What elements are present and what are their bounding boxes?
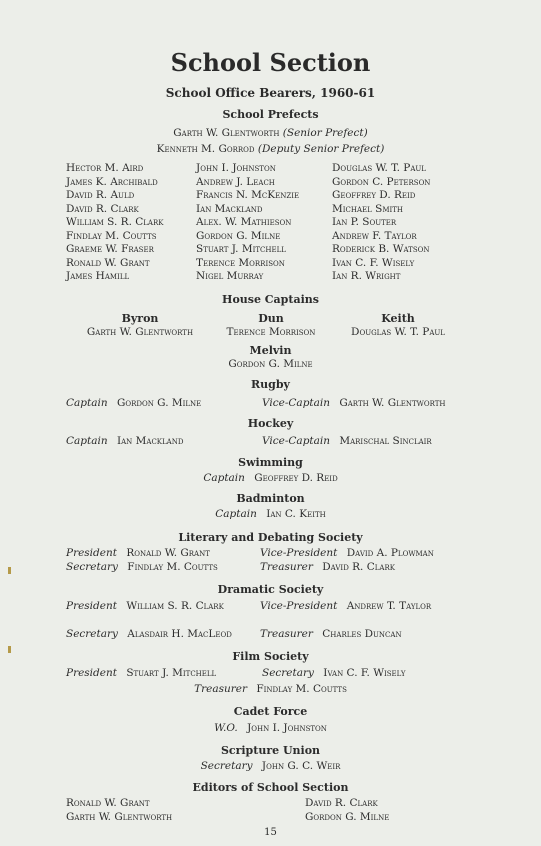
- hockey-captain-label: Captain: [66, 435, 108, 447]
- prefect-name: Francis N. McKenzie: [196, 189, 300, 201]
- prefect-name: William S. R. Clark: [66, 216, 164, 228]
- scripture-heading: Scripture Union: [220, 744, 321, 757]
- dramatic-vice-line: [260, 600, 431, 612]
- swimming-captain-line: [0, 472, 541, 484]
- film-treasurer-label: Treasurer: [194, 683, 248, 695]
- editor-name: Garth W. Glentworth: [66, 810, 173, 823]
- hockey-captain-line: [66, 435, 183, 447]
- senior-prefect-role: (Senior Prefect): [282, 127, 368, 139]
- literary-vice-line: [260, 547, 434, 559]
- deputy-prefect-role: (Deputy Senior Prefect): [257, 143, 385, 155]
- prefects-column-1: [66, 162, 164, 284]
- film-treasurer: Findlay M. Coutts: [256, 683, 347, 695]
- editor-name: Ronald W. Grant: [66, 797, 150, 809]
- hockey-vice-captain: Marischal Sinclair: [339, 435, 432, 447]
- prefect-name: David R. Auld: [66, 189, 135, 201]
- prefect-name: Alex. W. Mathieson: [196, 216, 292, 228]
- film-secretary: Ivan C. F. Wisely: [323, 667, 406, 679]
- prefects-heading: School Prefects: [222, 108, 319, 121]
- rugby-captain: Gordon G. Milne: [116, 397, 202, 409]
- swimming-captain: Geoffrey D. Reid: [254, 472, 338, 484]
- film-secretary-label: Secretary: [262, 667, 314, 679]
- scripture-secretary: John G. C. Weir: [261, 760, 341, 772]
- prefect-name: James Hamill: [66, 270, 130, 282]
- rugby-vice-captain: Garth W. Glentworth: [339, 397, 446, 409]
- swimming-captain-label: Captain: [203, 472, 245, 484]
- editor-name: David R. Clark: [305, 797, 378, 809]
- senior-prefect-name: Garth W. Glentworth: [173, 127, 280, 139]
- prefects-column-2: [196, 162, 299, 284]
- film-president-line: [66, 667, 216, 679]
- prefect-name: David R. Clark: [66, 202, 139, 215]
- cadet-heading: Cadet Force: [233, 705, 308, 718]
- film-heading: Film Society: [232, 650, 309, 663]
- cadet-wo-label: W.O.: [214, 722, 238, 734]
- literary-secretary-line: [66, 561, 218, 573]
- house-byron-label: Byron: [121, 312, 159, 325]
- editors-heading: Editors of School Section: [192, 781, 349, 794]
- house-keith-captain: Douglas W. T. Paul: [351, 326, 445, 338]
- prefect-name: Ivan C. F. Wisely: [332, 256, 415, 269]
- prefect-name: Roderick B. Watson: [332, 243, 430, 255]
- house-dun-label: Dun: [258, 312, 284, 325]
- badminton-captain: Ian C. Keith: [266, 508, 326, 520]
- dramatic-vice-label: Vice-President: [260, 600, 338, 612]
- prefect-name: Terence Morrison: [196, 256, 285, 269]
- dramatic-president: William S. R. Clark: [126, 600, 224, 612]
- cadet-wo: John I. Johnston: [247, 722, 327, 734]
- editors-right: [305, 797, 389, 824]
- deputy-prefect-name: Kenneth M. Gorrod: [156, 143, 255, 155]
- scripture-secretary-label: Secretary: [200, 760, 253, 772]
- hockey-captain: Ian Mackland: [116, 435, 184, 447]
- margin-mark: [8, 567, 11, 574]
- page-title: School Section: [170, 48, 371, 77]
- literary-president-line: [66, 547, 210, 559]
- film-secretary-line: [262, 667, 406, 679]
- literary-president-label: President: [66, 547, 117, 559]
- dramatic-treasurer-line: [260, 628, 402, 640]
- prefect-name: Stuart J. Mitchell: [196, 243, 286, 255]
- dramatic-heading: Dramatic Society: [217, 583, 324, 596]
- editors-left: [66, 797, 172, 824]
- prefect-name: Geoffrey D. Reid: [332, 189, 416, 201]
- prefect-name: Michael Smith: [332, 202, 404, 215]
- margin-mark: [8, 646, 11, 653]
- prefect-name: Ian P. Souter: [332, 216, 397, 228]
- badminton-captain-label: Captain: [215, 508, 257, 520]
- badminton-heading: Badminton: [236, 492, 305, 505]
- prefect-name: Andrew F. Taylor: [332, 229, 417, 242]
- literary-heading: Literary and Debating Society: [178, 531, 363, 544]
- film-president-label: President: [66, 667, 117, 679]
- swimming-heading: Swimming: [238, 456, 303, 469]
- prefect-name: James K. Archibald: [66, 175, 158, 188]
- literary-treasurer-label: Treasurer: [260, 561, 313, 573]
- house-captains-heading: House Captains: [222, 293, 319, 306]
- film-treasurer-line: [0, 683, 541, 695]
- dramatic-president-line: [66, 600, 224, 612]
- prefect-name: Graeme W. Fraser: [66, 243, 154, 255]
- literary-secretary-label: Secretary: [66, 561, 118, 573]
- hockey-vice-line: [262, 435, 432, 447]
- rugby-heading: Rugby: [251, 378, 290, 391]
- dramatic-president-label: President: [66, 600, 117, 612]
- rugby-captain-label: Captain: [66, 397, 108, 409]
- hockey-heading: Hockey: [247, 417, 294, 430]
- rugby-vice-line: [262, 397, 446, 409]
- rugby-vice-label: Vice-Captain: [262, 397, 331, 409]
- prefect-name: Douglas W. T. Paul: [332, 162, 426, 174]
- hockey-vice-label: Vice-Captain: [262, 435, 331, 447]
- prefect-name: Gordon C. Peterson: [332, 175, 431, 188]
- house-melvin-captain: Gordon G. Milne: [228, 358, 313, 370]
- dramatic-secretary: Alasdair H. MacLeod: [127, 628, 232, 640]
- prefect-name: Andrew J. Leach: [196, 175, 275, 188]
- editor-name: Gordon G. Milne: [305, 810, 390, 823]
- literary-treasurer: David R. Clark: [322, 561, 395, 573]
- prefect-name: Ian Mackland: [196, 202, 263, 215]
- literary-vice-label: Vice-President: [260, 547, 338, 559]
- dramatic-secretary-line: [66, 628, 232, 640]
- dramatic-secretary-label: Secretary: [66, 628, 118, 640]
- prefects-column-3: [332, 162, 430, 284]
- prefect-name: Ronald W. Grant: [66, 256, 150, 269]
- literary-vice-president: David A. Plowman: [346, 547, 434, 559]
- film-president: Stuart J. Mitchell: [126, 667, 217, 679]
- senior-prefect-line: [0, 127, 541, 139]
- literary-president: Ronald W. Grant: [126, 547, 210, 559]
- house-keith-label: Keith: [381, 312, 415, 325]
- prefect-name: John I. Johnston: [196, 162, 276, 174]
- prefect-name: Nigel Murray: [196, 270, 264, 282]
- dramatic-treasurer-label: Treasurer: [260, 628, 313, 640]
- house-melvin-label: Melvin: [249, 344, 292, 357]
- literary-treasurer-line: [260, 561, 395, 573]
- badminton-captain-line: [0, 508, 541, 520]
- rugby-captain-line: [66, 397, 201, 409]
- prefect-name: Hector M. Aird: [66, 162, 144, 174]
- prefect-name: Gordon G. Milne: [196, 229, 281, 242]
- scripture-secretary-line: [0, 760, 541, 772]
- prefect-name: Ian R. Wright: [332, 270, 401, 282]
- house-dun-captain: Terence Morrison: [226, 326, 316, 338]
- dramatic-vice-president: Andrew T. Taylor: [346, 600, 432, 612]
- cadet-wo-line: [0, 722, 541, 734]
- deputy-prefect-line: [0, 143, 541, 155]
- prefect-name: Findlay M. Coutts: [66, 229, 157, 242]
- page-number: 15: [264, 827, 277, 838]
- office-bearers-heading: School Office Bearers, 1960-61: [165, 86, 376, 100]
- house-byron-captain: Garth W. Glentworth: [86, 326, 194, 338]
- dramatic-treasurer: Charles Duncan: [322, 628, 402, 640]
- literary-secretary: Findlay M. Coutts: [127, 561, 218, 573]
